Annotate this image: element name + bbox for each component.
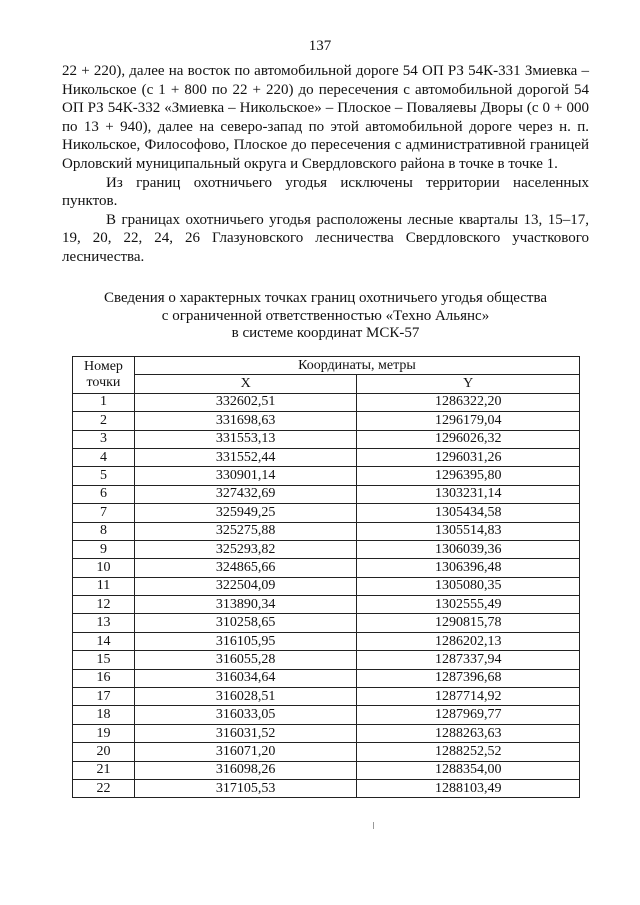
table-row xyxy=(73,540,580,558)
cell-point-number: 17 xyxy=(73,688,135,706)
caption-line: с ограниченной ответственностью «Техно Альянс» xyxy=(161,307,490,324)
cell-x: 324865,66 xyxy=(134,559,357,577)
cell-point-number: 14 xyxy=(73,632,135,650)
text-line: Свердловского района в точке в точке 1. xyxy=(301,155,558,172)
cell-x: 331698,63 xyxy=(134,412,357,430)
table-row xyxy=(73,596,580,614)
cell-y: 1305514,83 xyxy=(357,522,580,540)
cell-y: 1288263,63 xyxy=(357,724,580,742)
header-y: Y xyxy=(357,375,580,393)
cell-point-number: 16 xyxy=(73,669,135,687)
cell-point-number: 11 xyxy=(73,577,135,595)
cell-y: 1288252,52 xyxy=(357,743,580,761)
cell-point-number: 12 xyxy=(73,596,135,614)
cell-y: 1296179,04 xyxy=(357,412,580,430)
cell-point-number: 22 xyxy=(73,779,135,797)
cell-y: 1305080,35 xyxy=(357,577,580,595)
text-line: административной границей Орловский муниципальный округа и xyxy=(62,137,589,172)
cell-x: 316031,52 xyxy=(134,724,357,742)
cell-point-number: 5 xyxy=(73,467,135,485)
cell-point-number: 18 xyxy=(73,706,135,724)
cell-x: 330901,14 xyxy=(134,467,357,485)
cell-y: 1296026,32 xyxy=(357,430,580,448)
scan-mark xyxy=(373,822,374,829)
cell-y: 1306039,36 xyxy=(357,540,580,558)
header-x: X xyxy=(134,375,357,393)
header-coordinates: Координаты, метры xyxy=(134,357,579,375)
text-line: 22 + 220), далее на восток по автомобильной дороге 54 ОП РЗ 54К-331 xyxy=(62,63,521,79)
body-text xyxy=(62,62,589,267)
cell-x: 322504,09 xyxy=(134,577,357,595)
cell-x: 316071,20 xyxy=(134,743,357,761)
cell-x: 316033,05 xyxy=(134,706,357,724)
table-row xyxy=(73,724,580,742)
coordinates-table xyxy=(72,356,580,798)
text-line: Змиевка – Никольское (с 1 + 800 по 22 + 220) до пересечения с автомобильной xyxy=(62,63,590,98)
cell-y: 1288354,00 xyxy=(357,761,580,779)
cell-point-number: 21 xyxy=(73,761,135,779)
cell-point-number: 6 xyxy=(73,485,135,503)
cell-y: 1286202,13 xyxy=(357,632,580,650)
cell-x: 316098,26 xyxy=(134,761,357,779)
cell-y: 1290815,78 xyxy=(357,614,580,632)
text-line: дороге через н. п. Никольское, Философово, Плоское до пересечения с xyxy=(62,118,590,154)
cell-point-number: 2 xyxy=(73,412,135,430)
cell-y: 1287714,92 xyxy=(357,688,580,706)
exclusion-paragraph: Из границ охотничьего угодья исключены территории населенных пунктов. xyxy=(62,174,589,210)
cell-x: 317105,53 xyxy=(134,779,357,797)
table-row xyxy=(73,559,580,577)
cell-y: 1287337,94 xyxy=(357,651,580,669)
cell-y: 1305434,58 xyxy=(357,504,580,522)
cell-y: 1306396,48 xyxy=(357,559,580,577)
table-row xyxy=(73,467,580,485)
table-row xyxy=(73,577,580,595)
cell-x: 325275,88 xyxy=(134,522,357,540)
cell-x: 316034,64 xyxy=(134,669,357,687)
table-row xyxy=(73,743,580,761)
cell-y: 1286322,20 xyxy=(357,393,580,411)
table-row xyxy=(73,651,580,669)
cell-point-number: 4 xyxy=(73,448,135,466)
cell-point-number: 15 xyxy=(73,651,135,669)
table-caption xyxy=(62,290,589,343)
table-row xyxy=(73,779,580,797)
cell-x: 325949,25 xyxy=(134,504,357,522)
cell-point-number: 3 xyxy=(73,430,135,448)
cell-point-number: 7 xyxy=(73,504,135,522)
route-description xyxy=(62,62,589,174)
cell-point-number: 9 xyxy=(73,540,135,558)
table-row xyxy=(73,614,580,632)
table-row xyxy=(73,393,580,411)
table-row xyxy=(73,761,580,779)
cell-y: 1302555,49 xyxy=(357,596,580,614)
cell-x: 331552,44 xyxy=(134,448,357,466)
cell-x: 331553,13 xyxy=(134,430,357,448)
cell-y: 1287396,68 xyxy=(357,669,580,687)
table-row xyxy=(73,485,580,503)
text-line: Дворы (с 0 + 000 по 13 + 940), далее на северо-запад по этой автомобильной xyxy=(62,100,590,135)
cell-point-number: 8 xyxy=(73,522,135,540)
page-number: 137 xyxy=(308,38,332,54)
cell-x: 316055,28 xyxy=(134,651,357,669)
caption-line: Сведения о характерных точках границ охотничьего угодья общества xyxy=(103,290,548,306)
table-row xyxy=(73,669,580,687)
table-row xyxy=(73,430,580,448)
cell-point-number: 13 xyxy=(73,614,135,632)
forest-paragraph: В границах охотничьего угодья расположены лесные кварталы 13, 15–17, 19, 20, 22, 24, 26 Глазуновского лесничества Свердловского участкового лесничества. xyxy=(62,211,589,265)
table-body xyxy=(73,393,580,798)
table-row xyxy=(73,632,580,650)
table-row xyxy=(73,412,580,430)
table-row xyxy=(73,448,580,466)
table-row xyxy=(73,688,580,706)
cell-x: 325293,82 xyxy=(134,540,357,558)
table-row xyxy=(73,706,580,724)
cell-x: 327432,69 xyxy=(134,485,357,503)
cell-x: 313890,34 xyxy=(134,596,357,614)
caption-line: в системе координат МСК-57 xyxy=(231,325,420,341)
cell-y: 1303231,14 xyxy=(357,485,580,503)
header-point-number: Номер точки xyxy=(73,357,135,394)
text-line: дорогой 54 ОП РЗ 54К-332 «Змиевка – Никольское» – Плоское – Поваляевы xyxy=(62,81,589,117)
cell-point-number: 10 xyxy=(73,559,135,577)
cell-x: 310258,65 xyxy=(134,614,357,632)
cell-point-number: 20 xyxy=(73,743,135,761)
cell-x: 316105,95 xyxy=(134,632,357,650)
table-row xyxy=(73,522,580,540)
cell-x: 332602,51 xyxy=(134,393,357,411)
cell-y: 1296395,80 xyxy=(357,467,580,485)
cell-y: 1287969,77 xyxy=(357,706,580,724)
cell-x: 316028,51 xyxy=(134,688,357,706)
cell-y: 1288103,49 xyxy=(357,779,580,797)
cell-y: 1296031,26 xyxy=(357,448,580,466)
cell-point-number: 19 xyxy=(73,724,135,742)
cell-point-number: 1 xyxy=(73,393,135,411)
table-row xyxy=(73,504,580,522)
